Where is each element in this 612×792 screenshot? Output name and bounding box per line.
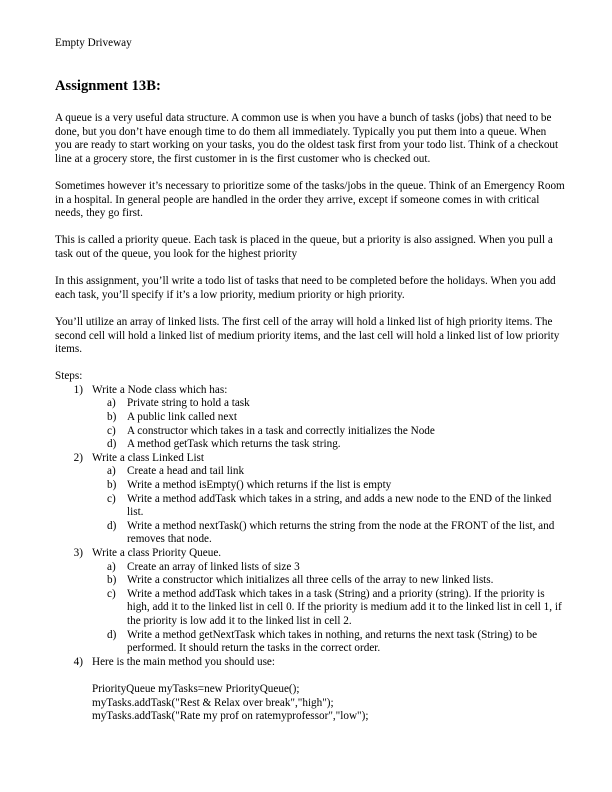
substep-item	[92, 397, 565, 411]
assignment-body	[55, 112, 565, 724]
substep-item	[92, 425, 565, 439]
step-number: 1)	[73, 383, 83, 396]
substep-text: A public link called next	[127, 411, 237, 424]
substep-letter: c)	[107, 587, 116, 600]
substep-text: Write a method addTask which takes in a task (String) and a priority (string). If the priority is high, add it to the linked list in cell 0. If the priority is medium add it to the linked list in cell 1, if the priority is low add it to the linked list in cell 2.	[127, 587, 562, 627]
substep-item	[92, 465, 565, 479]
substep-letter: a)	[107, 560, 116, 573]
substep-letter: a)	[107, 397, 116, 410]
substep-text: Write a method nextTask() which returns the string from the node at the FRONT of the list, and removes that node.	[127, 519, 555, 546]
substep-letter: b)	[107, 479, 117, 492]
step-item	[55, 384, 565, 452]
main-method-code	[55, 683, 565, 724]
substep-item	[92, 629, 565, 656]
substep-item	[92, 479, 565, 493]
code-line: PriorityQueue myTasks=new PriorityQueue();	[92, 682, 300, 695]
substep-letter: c)	[107, 424, 116, 437]
step-number: 3)	[73, 547, 83, 559]
substep-text: A method getTask which returns the task string.	[127, 438, 341, 451]
substep-text: Write a method getNextTask which takes in nothing, and returns the next task (String) to be performed. It should return the tasks in the correct order.	[127, 628, 538, 655]
substep-text: Write a method isEmpty() which returns if the list is empty	[127, 479, 392, 492]
substep-letter: d)	[107, 438, 117, 451]
substep-text: Private string to hold a task	[127, 397, 250, 410]
substeps-list	[92, 397, 565, 451]
step-text: Write a class Linked List	[92, 451, 205, 464]
substep-text: Create an array of linked lists of size 3	[127, 560, 300, 573]
substep-text: Write a constructor which initializes all three cells of the array to new linked lists.	[127, 574, 494, 587]
step-number: 4)	[73, 655, 83, 668]
step-text: Write a class Priority Queue.	[92, 547, 222, 559]
paragraph-prioritize: Sometimes however it’s necessary to prioritize some of the tasks/jobs in the queue. Think of an Emergency Room in a hospital. In general people are handled in the order they arrive, except if someone comes in with critical needs, they go first.	[55, 179, 565, 220]
substep-text: A constructor which takes in a task and correctly initializes the Node	[127, 424, 435, 437]
substep-letter: b)	[107, 411, 117, 424]
code-line: myTasks.addTask("Rest & Relax over break","high");	[92, 696, 334, 709]
step-item	[55, 452, 565, 547]
substeps-list	[92, 561, 565, 656]
step-item	[55, 656, 565, 670]
substeps-list	[92, 465, 565, 547]
step-text: Write a Node class which has:	[92, 383, 228, 396]
substep-item	[92, 588, 565, 629]
substep-item	[92, 561, 565, 575]
substep-text: Write a method addTask which takes in a string, and adds a new node to the END of the linked list.	[127, 492, 552, 519]
substep-letter: a)	[107, 465, 116, 478]
steps-label: Steps:	[55, 370, 83, 383]
substep-item	[92, 438, 565, 452]
substep-text: Create a head and tail link	[127, 465, 245, 478]
assignment-title: Assignment 13B:	[55, 78, 161, 94]
step-item	[55, 547, 565, 656]
paragraph-intro: A queue is a very useful data structure. A common use is when you have a bunch of tasks (jobs) that need to be done, but you don’t have enough time to do them all immediately. Typically you put them into a queue. When you are ready to start working on your tasks, you do the oldest task first from your todo list. Think of a checkout line at a grocery store, the first customer in is the first customer who is checked out.	[55, 112, 559, 165]
paragraph-linked-lists: You’ll utilize an array of linked lists. The first cell of the array will hold a linked list of high priority items. The second cell will hold a linked list of medium priority items, and the last cell will hold a linked list of low priority items.	[55, 315, 560, 356]
substep-item	[92, 411, 565, 425]
step-text: Here is the main method you should use:	[92, 655, 276, 668]
substep-letter: b)	[107, 574, 117, 587]
substep-letter: c)	[107, 492, 116, 505]
substep-item	[92, 520, 565, 547]
paragraph-priority-queue: This is called a priority queue. Each task is placed in the queue, but a priority is also assigned. When you pull a task out of the queue, you look for the highest priority	[55, 234, 553, 260]
paragraph-todo-list: In this assignment, you’ll write a todo list of tasks that need to be completed before the holidays. When you add each task, you’ll specify if it’s a low priority, medium priority or high priority.	[55, 275, 556, 301]
substep-letter: d)	[107, 519, 117, 532]
steps-list	[55, 384, 565, 669]
step-number: 2)	[73, 451, 83, 464]
code-line: myTasks.addTask("Rate my prof on ratemyprofessor","low");	[92, 710, 369, 723]
substep-letter: d)	[107, 628, 117, 641]
student-name: Empty Driveway	[55, 37, 132, 49]
substep-item	[92, 574, 565, 588]
substep-item	[92, 493, 565, 520]
